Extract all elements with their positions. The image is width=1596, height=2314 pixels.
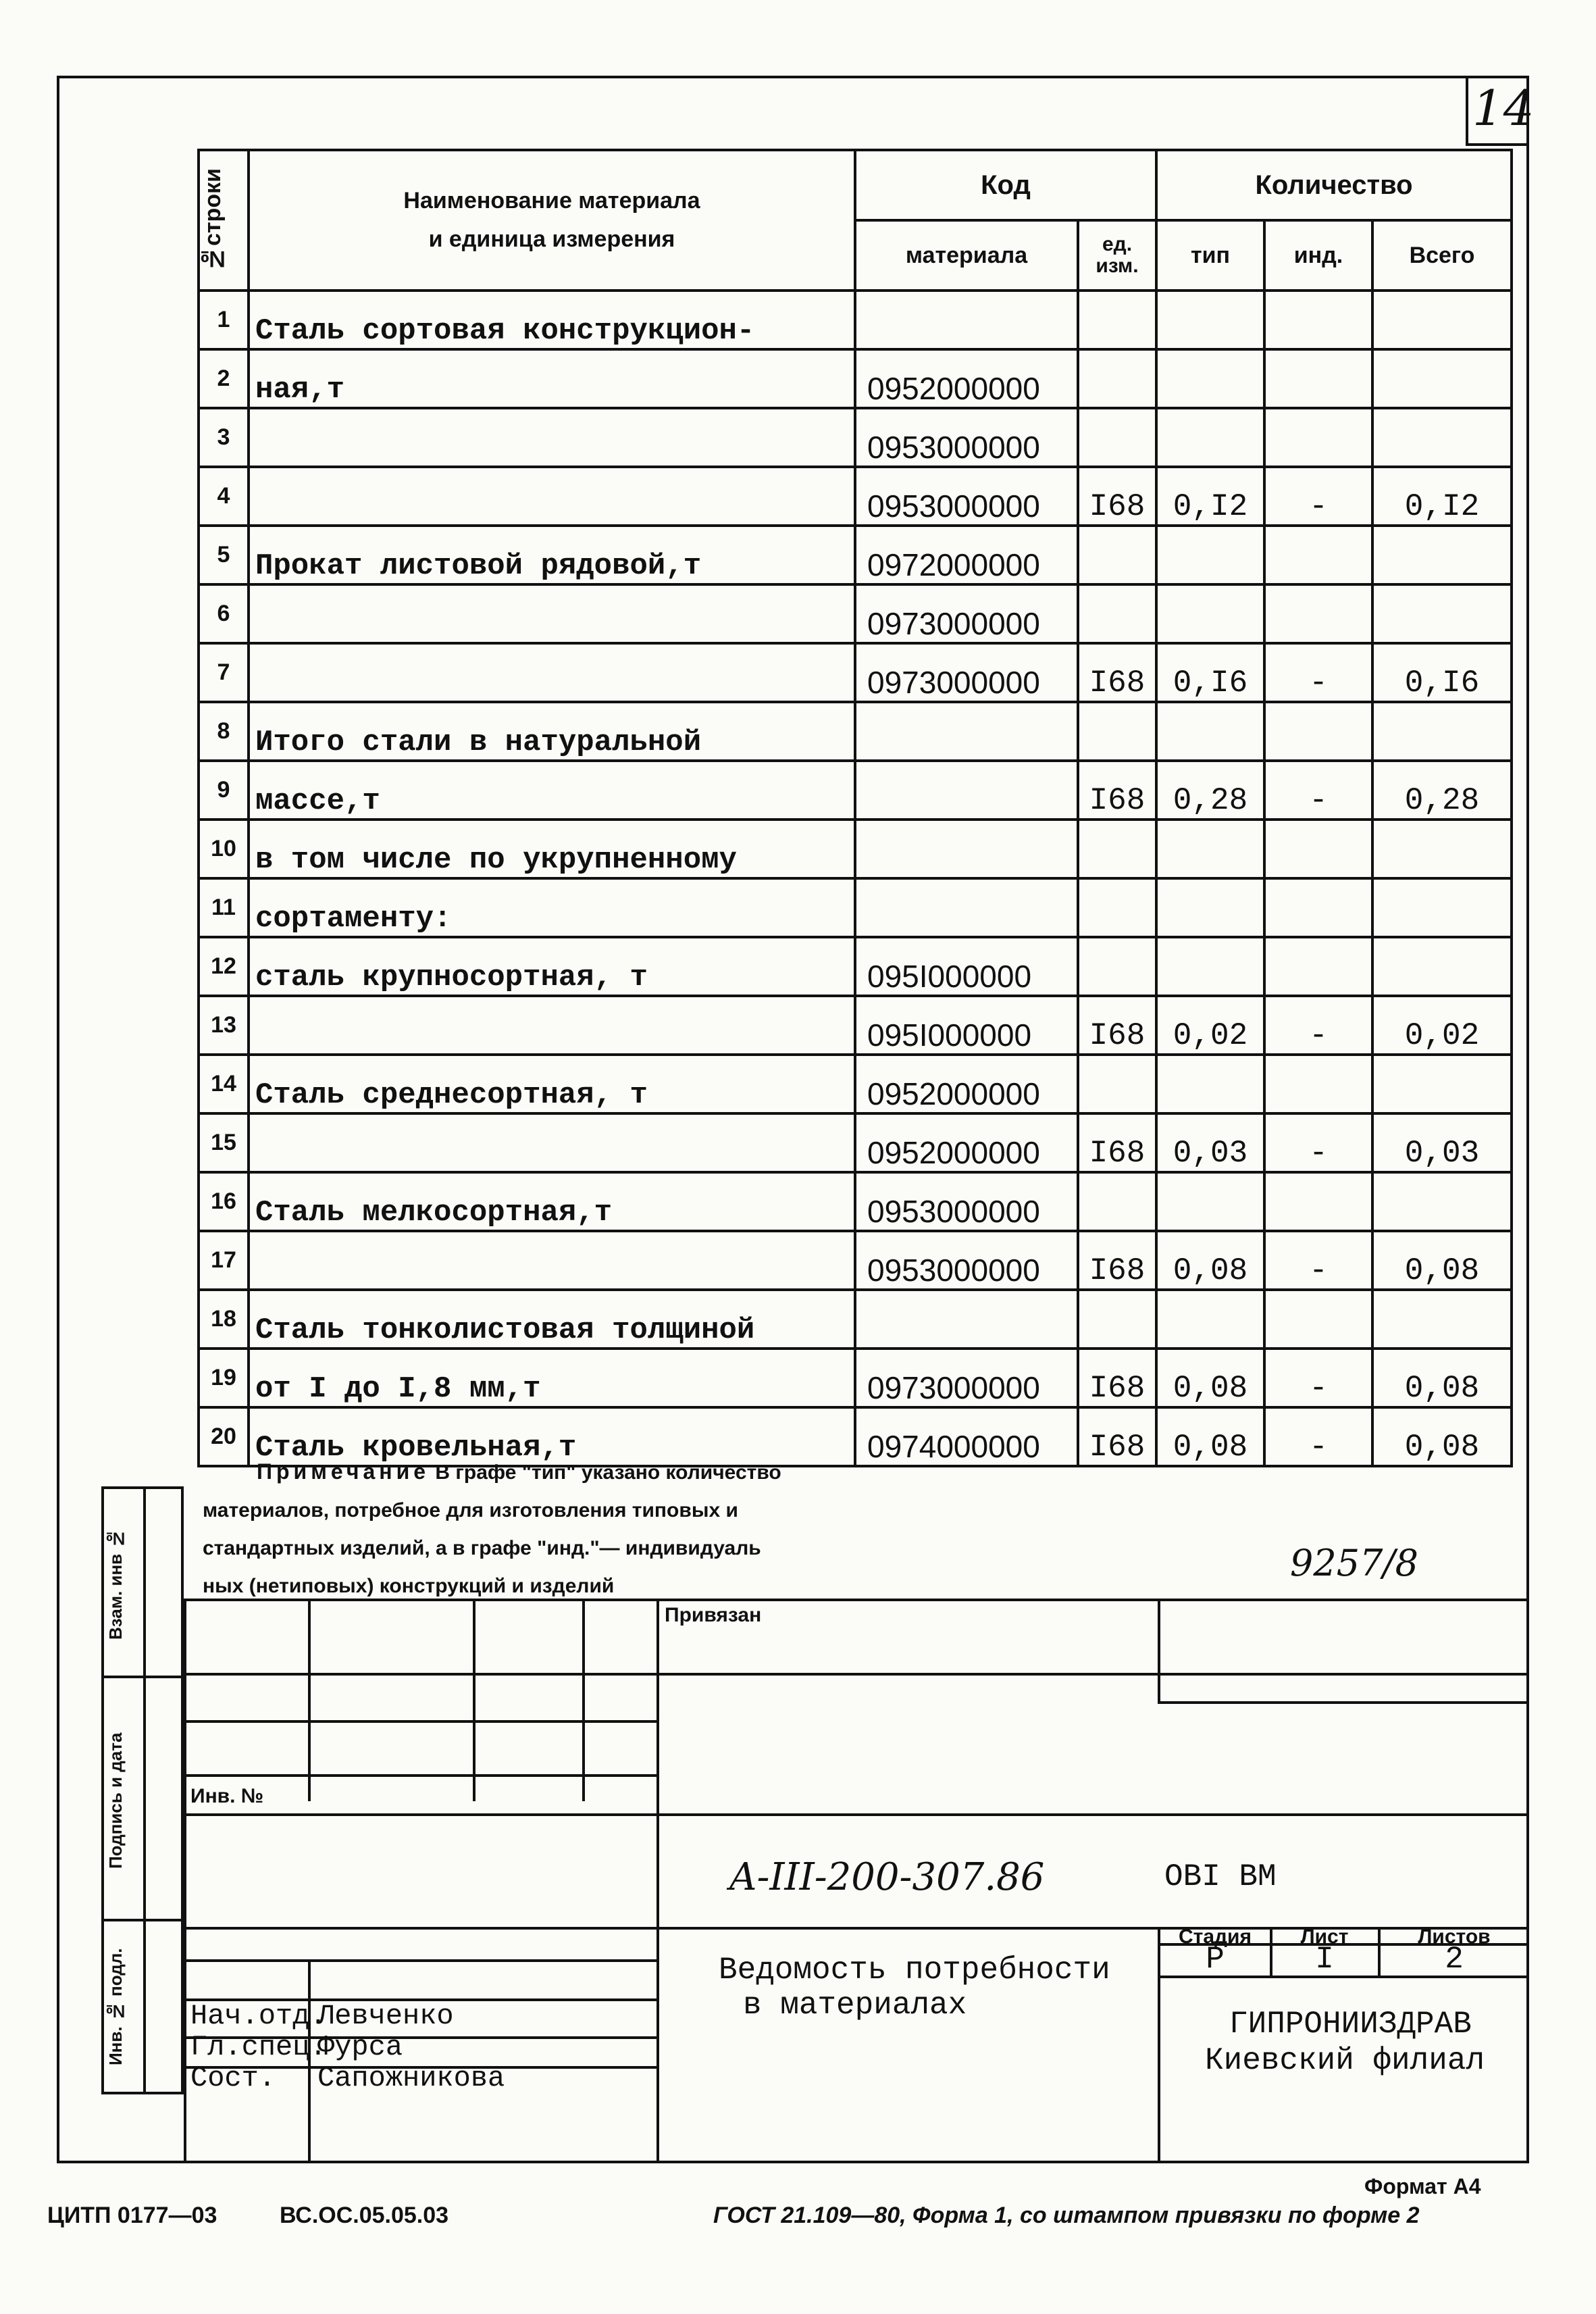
- side-label-vzam: Взам. инв №: [105, 1528, 126, 1640]
- table-row: [199, 820, 1512, 878]
- row-number: 13: [199, 996, 249, 1055]
- table-row: [199, 1055, 1512, 1113]
- qty-ind: -: [1264, 1407, 1372, 1466]
- footer-gost: ГОСТ 21.109—80, Форма 1, со штампом привязки по форме 2: [713, 2203, 1420, 2228]
- qty-total: 0,08: [1372, 1231, 1512, 1290]
- material-code: [855, 1290, 1078, 1349]
- material-name: Сталь сортовая конструкцион-: [249, 291, 855, 349]
- stamp-line-4: [184, 1813, 1529, 1816]
- stamp-line-2: [184, 1720, 657, 1723]
- qty-ind: -: [1264, 996, 1372, 1055]
- qty-type: 0,03: [1156, 1113, 1264, 1172]
- unit-code: [1078, 702, 1156, 761]
- material-name: от I до I,8 мм,т: [249, 1349, 855, 1407]
- stamp-sheet-label: Лист: [1300, 1926, 1349, 1948]
- unit-code: [1078, 291, 1156, 349]
- qty-total: [1372, 878, 1512, 937]
- qty-ind: [1264, 349, 1372, 408]
- stamp-person-role: Нач.отд.: [190, 2000, 327, 2032]
- header-code: Код: [855, 150, 1156, 220]
- table-row: [199, 291, 1512, 349]
- note-line3: стандартных изделий, а в графе "инд."— индивидуаль: [203, 1537, 761, 1559]
- unit-code: I68: [1078, 1407, 1156, 1466]
- table-row: [199, 878, 1512, 937]
- stamp-line-3: [184, 1774, 657, 1777]
- unit-code: [1078, 349, 1156, 408]
- qty-total: [1372, 1290, 1512, 1349]
- material-name: [249, 1231, 855, 1290]
- qty-total: [1372, 408, 1512, 467]
- material-name: [249, 408, 855, 467]
- table-row: [199, 526, 1512, 584]
- material-code: 0973000000: [855, 584, 1078, 643]
- qty-type: 0,08: [1156, 1231, 1264, 1290]
- row-number: 10: [199, 820, 249, 878]
- material-code: 0972000000: [855, 526, 1078, 584]
- unit-code: [1078, 1055, 1156, 1113]
- header-name: Наименование материала и единица измерения: [249, 150, 855, 291]
- row-number: 9: [199, 761, 249, 820]
- stamp-sheet: I: [1315, 1942, 1334, 1977]
- qty-type: 0,I6: [1156, 643, 1264, 702]
- row-number: 11: [199, 878, 249, 937]
- qty-total: 0,I2: [1372, 467, 1512, 526]
- stamp-person-name: Левченко: [317, 2000, 454, 2032]
- stamp-line-6: [184, 1959, 657, 1962]
- stamp-col-4: [657, 1599, 659, 2163]
- unit-code: I68: [1078, 761, 1156, 820]
- qty-ind: -: [1264, 1349, 1372, 1407]
- table-row: [199, 937, 1512, 996]
- stamp-person-name: Фурса: [317, 2031, 403, 2063]
- qty-ind: [1264, 526, 1372, 584]
- material-code: 0953000000: [855, 408, 1078, 467]
- material-name: ная,т: [249, 349, 855, 408]
- header-code-material: материала: [855, 220, 1078, 291]
- qty-ind: [1264, 1055, 1372, 1113]
- material-name: [249, 643, 855, 702]
- material-name: Сталь тонколистовая толщиной: [249, 1290, 855, 1349]
- qty-total: [1372, 1172, 1512, 1231]
- material-code: 0974000000: [855, 1407, 1078, 1466]
- unit-code: I68: [1078, 1349, 1156, 1407]
- qty-total: [1372, 291, 1512, 349]
- qty-ind: [1264, 408, 1372, 467]
- material-code: 095I000000: [855, 937, 1078, 996]
- table-row: [199, 1231, 1512, 1290]
- unit-code: [1078, 584, 1156, 643]
- qty-type: [1156, 1055, 1264, 1113]
- material-code: 0973000000: [855, 643, 1078, 702]
- table-row: [199, 1349, 1512, 1407]
- stamp-stage-label: Стадия: [1178, 1926, 1252, 1948]
- qty-total: 0,08: [1372, 1407, 1512, 1466]
- qty-total: [1372, 526, 1512, 584]
- qty-total: [1372, 820, 1512, 878]
- note-line1: В графе "тип" указано количество: [435, 1461, 781, 1484]
- qty-total: [1372, 584, 1512, 643]
- qty-type: 0,02: [1156, 996, 1264, 1055]
- row-number: 12: [199, 937, 249, 996]
- side-label-podpis: Подпись и дата: [105, 1732, 126, 1869]
- qty-type: [1156, 349, 1264, 408]
- qty-type: 0,08: [1156, 1349, 1264, 1407]
- row-number: 8: [199, 702, 249, 761]
- qty-ind: -: [1264, 761, 1372, 820]
- stamp-person-name: Сапожникова: [317, 2062, 505, 2094]
- unit-code: [1078, 526, 1156, 584]
- material-name: [249, 996, 855, 1055]
- material-code: [855, 820, 1078, 878]
- stamp-left-line: [184, 1599, 186, 2163]
- row-number: 14: [199, 1055, 249, 1113]
- material-code: 0953000000: [855, 1172, 1078, 1231]
- stamp-col-6: [1158, 1927, 1160, 2163]
- materials-table: [197, 149, 1513, 1467]
- row-number: 7: [199, 643, 249, 702]
- header-qty-total: Всего: [1372, 220, 1512, 291]
- qty-ind: [1264, 820, 1372, 878]
- side-divider: [143, 1486, 146, 2094]
- material-name: Сталь мелкосортная,т: [249, 1172, 855, 1231]
- qty-total: 0,03: [1372, 1113, 1512, 1172]
- qty-type: [1156, 1290, 1264, 1349]
- qty-total: 0,02: [1372, 996, 1512, 1055]
- unit-code: I68: [1078, 996, 1156, 1055]
- unit-code: I68: [1078, 467, 1156, 526]
- header-quantity: Количество: [1156, 150, 1512, 220]
- unit-code: [1078, 820, 1156, 878]
- qty-type: [1156, 1172, 1264, 1231]
- row-number: 1: [199, 291, 249, 349]
- qty-ind: [1264, 937, 1372, 996]
- row-number: 19: [199, 1349, 249, 1407]
- table-row: [199, 1290, 1512, 1349]
- row-number: 3: [199, 408, 249, 467]
- unit-code: [1078, 408, 1156, 467]
- stamp-col-1a: [308, 1599, 311, 1801]
- qty-ind: -: [1264, 643, 1372, 702]
- qty-total: [1372, 702, 1512, 761]
- stamp-top-line: [184, 1599, 1529, 1601]
- stamp-title-2: в материалах: [743, 1988, 967, 2023]
- qty-type: [1156, 702, 1264, 761]
- qty-type: 0,08: [1156, 1407, 1264, 1466]
- stamp-col-5: [1158, 1599, 1160, 1701]
- footer-left-1: ЦИТП 0177—03: [47, 2203, 217, 2228]
- stamp-sheets-label: Листов: [1418, 1926, 1491, 1948]
- material-name: сталь крупносортная, т: [249, 937, 855, 996]
- stamp-line-1: [184, 1673, 1529, 1676]
- material-code: [855, 291, 1078, 349]
- table-row: [199, 996, 1512, 1055]
- material-code: [855, 878, 1078, 937]
- qty-ind: -: [1264, 467, 1372, 526]
- side-sep-2: [101, 1919, 184, 1921]
- stamp-inv-no: Инв. №: [190, 1785, 264, 1807]
- row-number: 6: [199, 584, 249, 643]
- stamp-suffix: OBI BM: [1164, 1859, 1277, 1894]
- row-number: 20: [199, 1407, 249, 1466]
- stamp-col-7: [1270, 1927, 1272, 1976]
- unit-code: [1078, 878, 1156, 937]
- footer-left-2: ВС.ОС.05.05.03: [280, 2203, 449, 2228]
- material-name: [249, 584, 855, 643]
- stamp-person-role: Гл.спец.: [190, 2031, 327, 2063]
- stamp-col-8: [1378, 1927, 1381, 1976]
- qty-type: [1156, 937, 1264, 996]
- qty-total: [1372, 1055, 1512, 1113]
- unit-code: I68: [1078, 643, 1156, 702]
- material-code: 0973000000: [855, 1349, 1078, 1407]
- table-row: [199, 1113, 1512, 1172]
- unit-code: [1078, 937, 1156, 996]
- note-title: Примечание: [257, 1459, 430, 1484]
- material-name: Сталь среднесортная, т: [249, 1055, 855, 1113]
- qty-ind: [1264, 291, 1372, 349]
- qty-ind: [1264, 584, 1372, 643]
- unit-code: [1078, 1290, 1156, 1349]
- qty-type: [1156, 584, 1264, 643]
- row-number: 17: [199, 1231, 249, 1290]
- stamp-org-1: ГИПРОНИИЗДРАВ: [1229, 2007, 1472, 2042]
- table-row: [199, 584, 1512, 643]
- stamp-person-role: Сост.: [190, 2062, 276, 2094]
- material-code: 0952000000: [855, 1055, 1078, 1113]
- sheet-number: 14: [1472, 80, 1535, 136]
- qty-type: [1156, 291, 1264, 349]
- header-code-unit: ед. изм.: [1078, 220, 1156, 291]
- side-label-inv-podl: Инв. № подл.: [105, 1948, 126, 2065]
- qty-type: 0,28: [1156, 761, 1264, 820]
- stamp-sheets: 2: [1445, 1942, 1464, 1977]
- qty-ind: [1264, 1290, 1372, 1349]
- material-name: сортаменту:: [249, 878, 855, 937]
- qty-ind: -: [1264, 1113, 1372, 1172]
- qty-total: 0,08: [1372, 1349, 1512, 1407]
- row-number: 2: [199, 349, 249, 408]
- material-name: Сталь кровельная,т: [249, 1407, 855, 1466]
- qty-total: [1372, 349, 1512, 408]
- qty-ind: [1264, 1172, 1372, 1231]
- row-number: 16: [199, 1172, 249, 1231]
- unit-code: I68: [1078, 1231, 1156, 1290]
- qty-total: [1372, 937, 1512, 996]
- material-code: 0952000000: [855, 1113, 1078, 1172]
- unit-code: I68: [1078, 1113, 1156, 1172]
- material-name: Итого стали в натуральной: [249, 702, 855, 761]
- table-row: [199, 761, 1512, 820]
- qty-total: 0,I6: [1372, 643, 1512, 702]
- note-line2: материалов, потребное для изготовления типовых и: [203, 1499, 738, 1521]
- table-row: [199, 408, 1512, 467]
- qty-type: 0,I2: [1156, 467, 1264, 526]
- note-line4: ных (нетиповых) конструкций и изделий: [203, 1575, 615, 1597]
- material-name: Прокат листовой рядовой,т: [249, 526, 855, 584]
- handwritten-ref: 9257/8: [1290, 1542, 1418, 1584]
- header-row-no: №строки: [199, 150, 249, 291]
- qty-ind: [1264, 702, 1372, 761]
- row-number: 18: [199, 1290, 249, 1349]
- unit-code: [1078, 1172, 1156, 1231]
- table-row: [199, 702, 1512, 761]
- stamp-col-2: [473, 1599, 475, 1801]
- stamp-privyazan: Привязан: [665, 1604, 762, 1626]
- table-row: [199, 349, 1512, 408]
- stamp-stage: Р: [1206, 1942, 1225, 1977]
- table-row: [199, 1172, 1512, 1231]
- material-name: массе,т: [249, 761, 855, 820]
- table-row: [199, 643, 1512, 702]
- row-number: 5: [199, 526, 249, 584]
- stamp-designation: A-III-200-307.86: [729, 1855, 1045, 1899]
- qty-ind: [1264, 878, 1372, 937]
- header-qty-type: тип: [1156, 220, 1264, 291]
- qty-ind: -: [1264, 1231, 1372, 1290]
- stamp-privyazan-bottom: [1158, 1701, 1529, 1704]
- qty-total: 0,28: [1372, 761, 1512, 820]
- side-sep-1: [101, 1676, 184, 1678]
- material-code: 0953000000: [855, 467, 1078, 526]
- material-name: [249, 1113, 855, 1172]
- material-code: [855, 702, 1078, 761]
- qty-type: [1156, 878, 1264, 937]
- row-number: 4: [199, 467, 249, 526]
- qty-type: [1156, 408, 1264, 467]
- note-block: [203, 1453, 1054, 1605]
- material-code: 0953000000: [855, 1231, 1078, 1290]
- qty-type: [1156, 820, 1264, 878]
- material-code: 0952000000: [855, 349, 1078, 408]
- material-code: [855, 761, 1078, 820]
- material-name: в том числе по укрупненному: [249, 820, 855, 878]
- qty-type: [1156, 526, 1264, 584]
- table-row: [199, 467, 1512, 526]
- material-name: [249, 467, 855, 526]
- header-qty-ind: инд.: [1264, 220, 1372, 291]
- stamp-col-3: [582, 1599, 585, 1801]
- material-code: 095I000000: [855, 996, 1078, 1055]
- stamp-title-1: Ведомость потребности: [719, 1953, 1110, 1988]
- footer-format: Формат А4: [1364, 2174, 1481, 2198]
- stamp-org-2: Киевский филиал: [1205, 2043, 1485, 2078]
- row-number: 15: [199, 1113, 249, 1172]
